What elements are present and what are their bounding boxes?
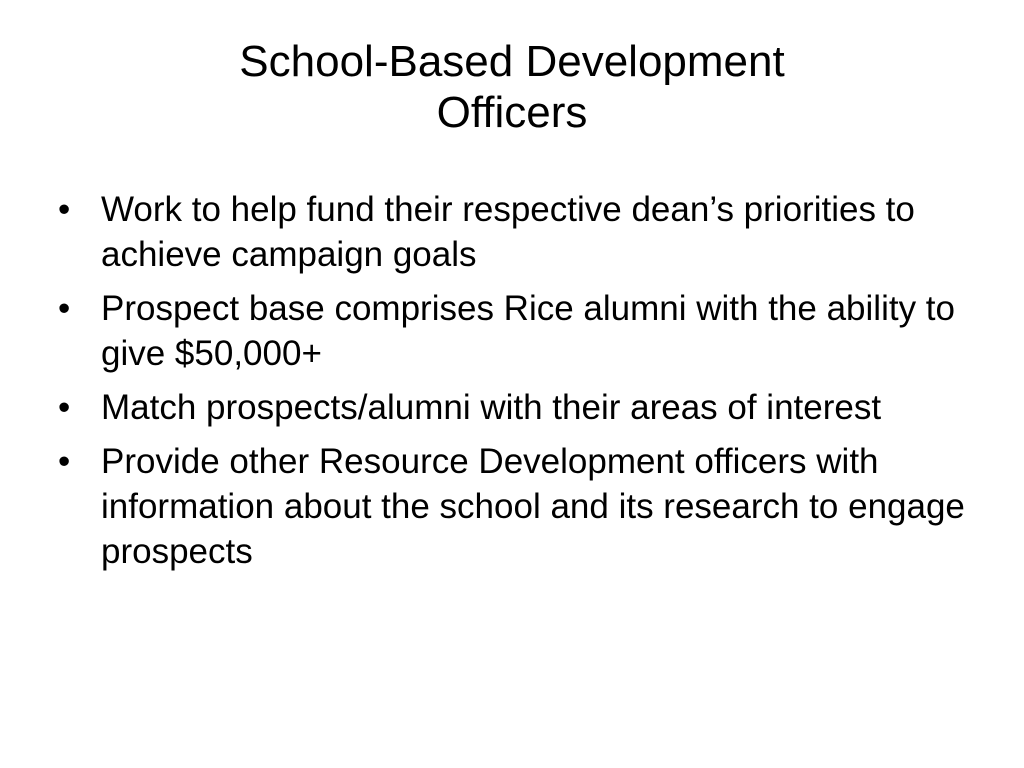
bullet-marker: • <box>58 388 71 427</box>
bullet-item-provide-information <box>58 439 978 574</box>
bullet-item-match-prospects <box>58 385 978 430</box>
bullet-text: Work to help fund their respective dean’s priorities to achieve campaign goals <box>101 190 915 274</box>
bullet-marker: • <box>58 289 71 328</box>
bullet-item-prospect-base <box>58 286 978 376</box>
slide-title-line-2: Officers <box>436 88 588 138</box>
bullet-text: Prospect base comprises Rice alumni with the ability to give $50,000+ <box>101 289 955 373</box>
bullet-text: Match prospects/alumni with their areas of interest <box>101 388 882 427</box>
slide-title <box>0 36 1024 139</box>
bullet-list <box>58 187 978 583</box>
bullet-item-fund-priorities <box>58 187 978 277</box>
bullet-text: Provide other Resource Development officers with information about the school and its research to engage prospects <box>101 442 965 571</box>
slide-title-line-1: School-Based Development <box>239 37 785 86</box>
bullet-marker: • <box>58 442 71 481</box>
bullet-marker: • <box>58 190 71 229</box>
